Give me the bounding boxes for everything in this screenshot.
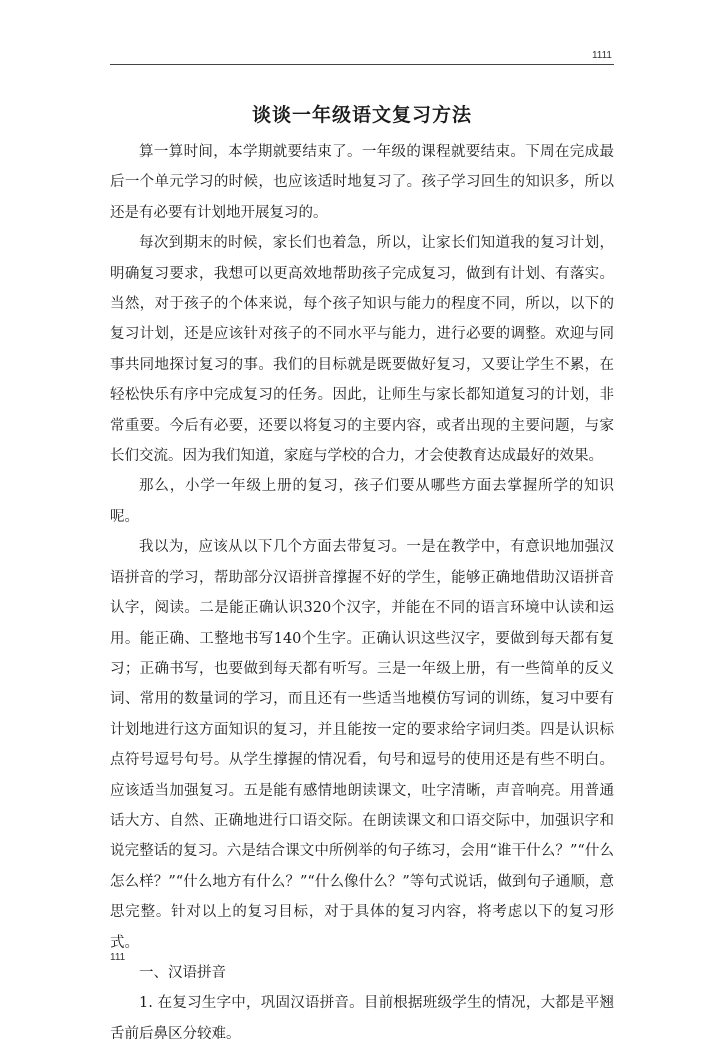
footer-page-number: 111 — [110, 952, 126, 963]
header-divider — [110, 64, 614, 65]
paragraph-goals: 我以为，应该从以下几个方面去带复习。一是在教学中，有意识地加强汉语拼音的学习，帮助部分汉语拼音撑握不好的学生，能够正确地借助汉语拼音认字，阅读。二是能正确认识320个汉字，并能在不同的语言环境中认读和运用。能正确、工整地书写140个生字。正确认识这些汉字，要做到每天都有复习；正确书写，也要做到每天都有听写。三是一年级上册，有一些简单的反义词、常用的数量词的学习，而且还有一些适当地模仿写词的训练，复习中要有计划地进行这方面知识的复习，并且能按一定的要求给字词归类。四是认识标点符号逗号句号。从学生撑握的情况看，句号和逗号的使用还是有些不明白。应该适当加强复习。五是能有感情地朗读课文，吐字清晰，声音响亮。用普通话大方、自然、正确地进行口语交际。在朗读课文和口语交际中，加强识字和说完整话的复习。六是结合课文中所例举的句子练习，会用“谁干什么？”“什么怎么样？”“什么地方有什么？”“什么像什么？”等句式说话，做到句子通顺，意思完整。针对以上的复习目标，对于具体的复习内容，将考虑以下的复习形式。 — [110, 539, 614, 951]
document-title: 谈谈一年级语文复习方法 — [251, 104, 472, 126]
section-heading-pinyin: 一、汉语拼音 — [139, 964, 226, 981]
document-body — [110, 137, 614, 1049]
paragraph-intro: 算一算时间，本学期就要结束了。一年级的课程就要结束。下周在完成最后一个单元学习的时候，也应该适时地复习了。孩子学习回生的知识多，所以还是有必要有计划地开展复习的。 — [110, 144, 614, 221]
header-page-number: 1111 — [591, 50, 612, 61]
paragraph-plan: 每次到期末的时候，家长们也着急，所以，让家长们知道我的复习计划，明确复习要求，我想可以更高效地帮助孩子完成复习，做到有计划、有落实。当然，对于孩子的个体来说，每个孩子知识与能力的程度不同，所以，以下的复习计划，还是应该针对孩子的不同水平与能力，进行必要的调整。欢迎与同事共同地探讨复习的事。我们的目标就是既要做好复习，又要让学生不累，在轻松快乐有序中完成复习的任务。因此，让师生与家长都知道复习的计划，非常重要。今后有必要，还要以将复习的主要内容，或者出现的主要问题，与家长们交流。因为我们知道，家庭与学校的合力，才会使教育达成最好的效果。 — [110, 235, 614, 465]
paragraph-question: 那么，小学一年级上册的复习，孩子们要从哪些方面去掌握所学的知识呢。 — [110, 478, 614, 525]
paragraph-pinyin-item-1: 1. 在复习生字中，巩固汉语拼音。目前根据班级学生的情况，大都是平翘舌前后鼻区分较难。 — [110, 995, 614, 1042]
